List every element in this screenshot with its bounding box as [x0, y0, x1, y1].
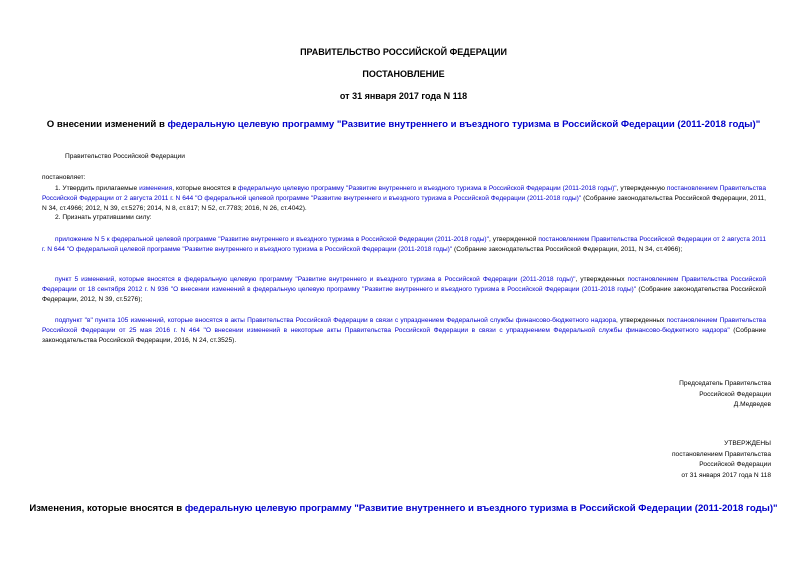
government-heading: ПРАВИТЕЛЬСТВО РОССИЙСКОЙ ФЕДЕРАЦИИ [300, 47, 507, 57]
approved-date: от 31 января 2017 года N 118 [681, 471, 771, 479]
document-type: ПОСТАНОВЛЕНИЕ [362, 69, 445, 79]
approved-label: УТВЕРЖДЕНЫ [724, 440, 771, 447]
changes-title [0, 503, 807, 514]
changes-link[interactable]: изменения [139, 185, 173, 192]
signature-country: Российской Федерации [699, 390, 771, 398]
repeal-item-1 [42, 235, 766, 255]
approved-country: Российской Федерации [699, 461, 771, 468]
paragraph-1 [42, 184, 766, 214]
program-link[interactable]: федеральную целевую программу "Развитие внутреннего и въездного туризма в Российской Федерации (2011-2018 годы)" [237, 185, 617, 192]
repeal-item-3-text-b: (Собрание законодательства Российской Федерации, 2016, N 24, ст.3525). [42, 327, 766, 344]
repeal-item-3-text-a: , утвержденных [616, 317, 667, 324]
subitem-v-link[interactable]: подпункт "в" пункта 105 изменений, которые вносятся в акты Правительства Российской Федерации в связи с упразднением Федеральной службы финансово-бюджетного надзора [55, 317, 617, 324]
resolution-644-link[interactable]: постановлением Правительства Российской Федерации от 2 августа 2011 г. N 644 "О федеральной целевой программе "Развитие внутреннего и въездного туризма в Российской Федерации (2011-2018 годы)" [42, 185, 766, 202]
repeal-item-2 [42, 275, 766, 305]
repeal-item-1-text-b: (Собрание законодательства Российской Федерации, 2011, N 34, ст.4966); [452, 246, 683, 253]
document-title [0, 119, 807, 130]
resolution-936-link[interactable]: постановлением Правительства Российской Федерации от 18 сентября 2012 г. N 936 "О внесении изменений в федеральную целевую программу "Развитие внутреннего и въездного туризма в Российской Федерации (2011-2018 годы)" [42, 276, 767, 293]
resolution-464-link[interactable]: постановлением Правительства Российской Федерации от 25 мая 2016 г. N 464 "О внесении изменений в некоторые акты Правительства Российской Федерации в связи с упразднением Федеральной службы финансово-бюджетного надзора" [42, 317, 766, 334]
paragraph-1-text-a: 1. Утвердить прилагаемые [55, 185, 140, 192]
signature-block [679, 379, 771, 411]
decides-line: постановляет: [42, 174, 86, 181]
approved-by: постановлением Правительства [671, 450, 771, 458]
approval-block [672, 439, 771, 481]
document-date: от 31 января 2017 года N 118 [339, 91, 468, 101]
paragraph-2: 2. Признать утратившими силу: [55, 214, 152, 221]
appendix-5-link[interactable]: приложение N 5 к федеральной целевой программе "Развитие внутреннего и въездного туризма в Российской Федерации (2011-2018 годы)" [55, 236, 489, 243]
repeal-item-2-text-b: (Собрание законодательства Российской Федерации, 2012, N 39, ст.5276); [42, 286, 767, 303]
changes-title-program-link[interactable]: федеральную целевую программу "Развитие внутреннего и въездного туризма в Российской Федерации (2011-2018 годы)" [184, 503, 778, 514]
government-line: Правительство Российской Федерации [65, 153, 185, 160]
title-program-link[interactable]: федеральную целевую программу "Развитие внутреннего и въездного туризма в Российской Федерации (2011-2018 годы)" [167, 119, 761, 130]
item-5-link[interactable]: пункт 5 изменений, которые вносятся в федеральную целевую программу "Развитие внутреннего и въездного туризма в Российской Федерации (2011-2018 годы)" [55, 276, 576, 283]
paragraph-1-text-c: , утвержденную [616, 185, 667, 192]
title-prefix: О внесении изменений в [46, 119, 168, 130]
paragraph-1-text-b: , которые вносятся в [172, 185, 238, 192]
changes-title-prefix: Изменения, которые вносятся в [29, 503, 185, 514]
signature-name: Д.Медведев [733, 401, 771, 408]
repeal-item-3 [42, 316, 766, 346]
repeal-item-2-text-a: , утвержденных [575, 276, 628, 283]
repeal-item-1-text-a: , утвержденной [488, 236, 539, 243]
paragraph-1-text-d: (Собрание законодательства Российской Федерации, 2011, N 34, ст.4966; 2012, N 39, ст.5276; 2014, N 8, ст.817; N 52, ст.7783; 2016, N 26, ст.4042). [42, 195, 766, 212]
resolution-644-link-2[interactable]: постановлением Правительства Российской Федерации от 2 августа 2011 г. N 644 "О федеральной целевой программе "Развитие внутреннего и въездного туризма в Российской Федерации (2011-2018 годы)" [42, 236, 766, 253]
signature-position: Председатель Правительства [679, 380, 771, 387]
